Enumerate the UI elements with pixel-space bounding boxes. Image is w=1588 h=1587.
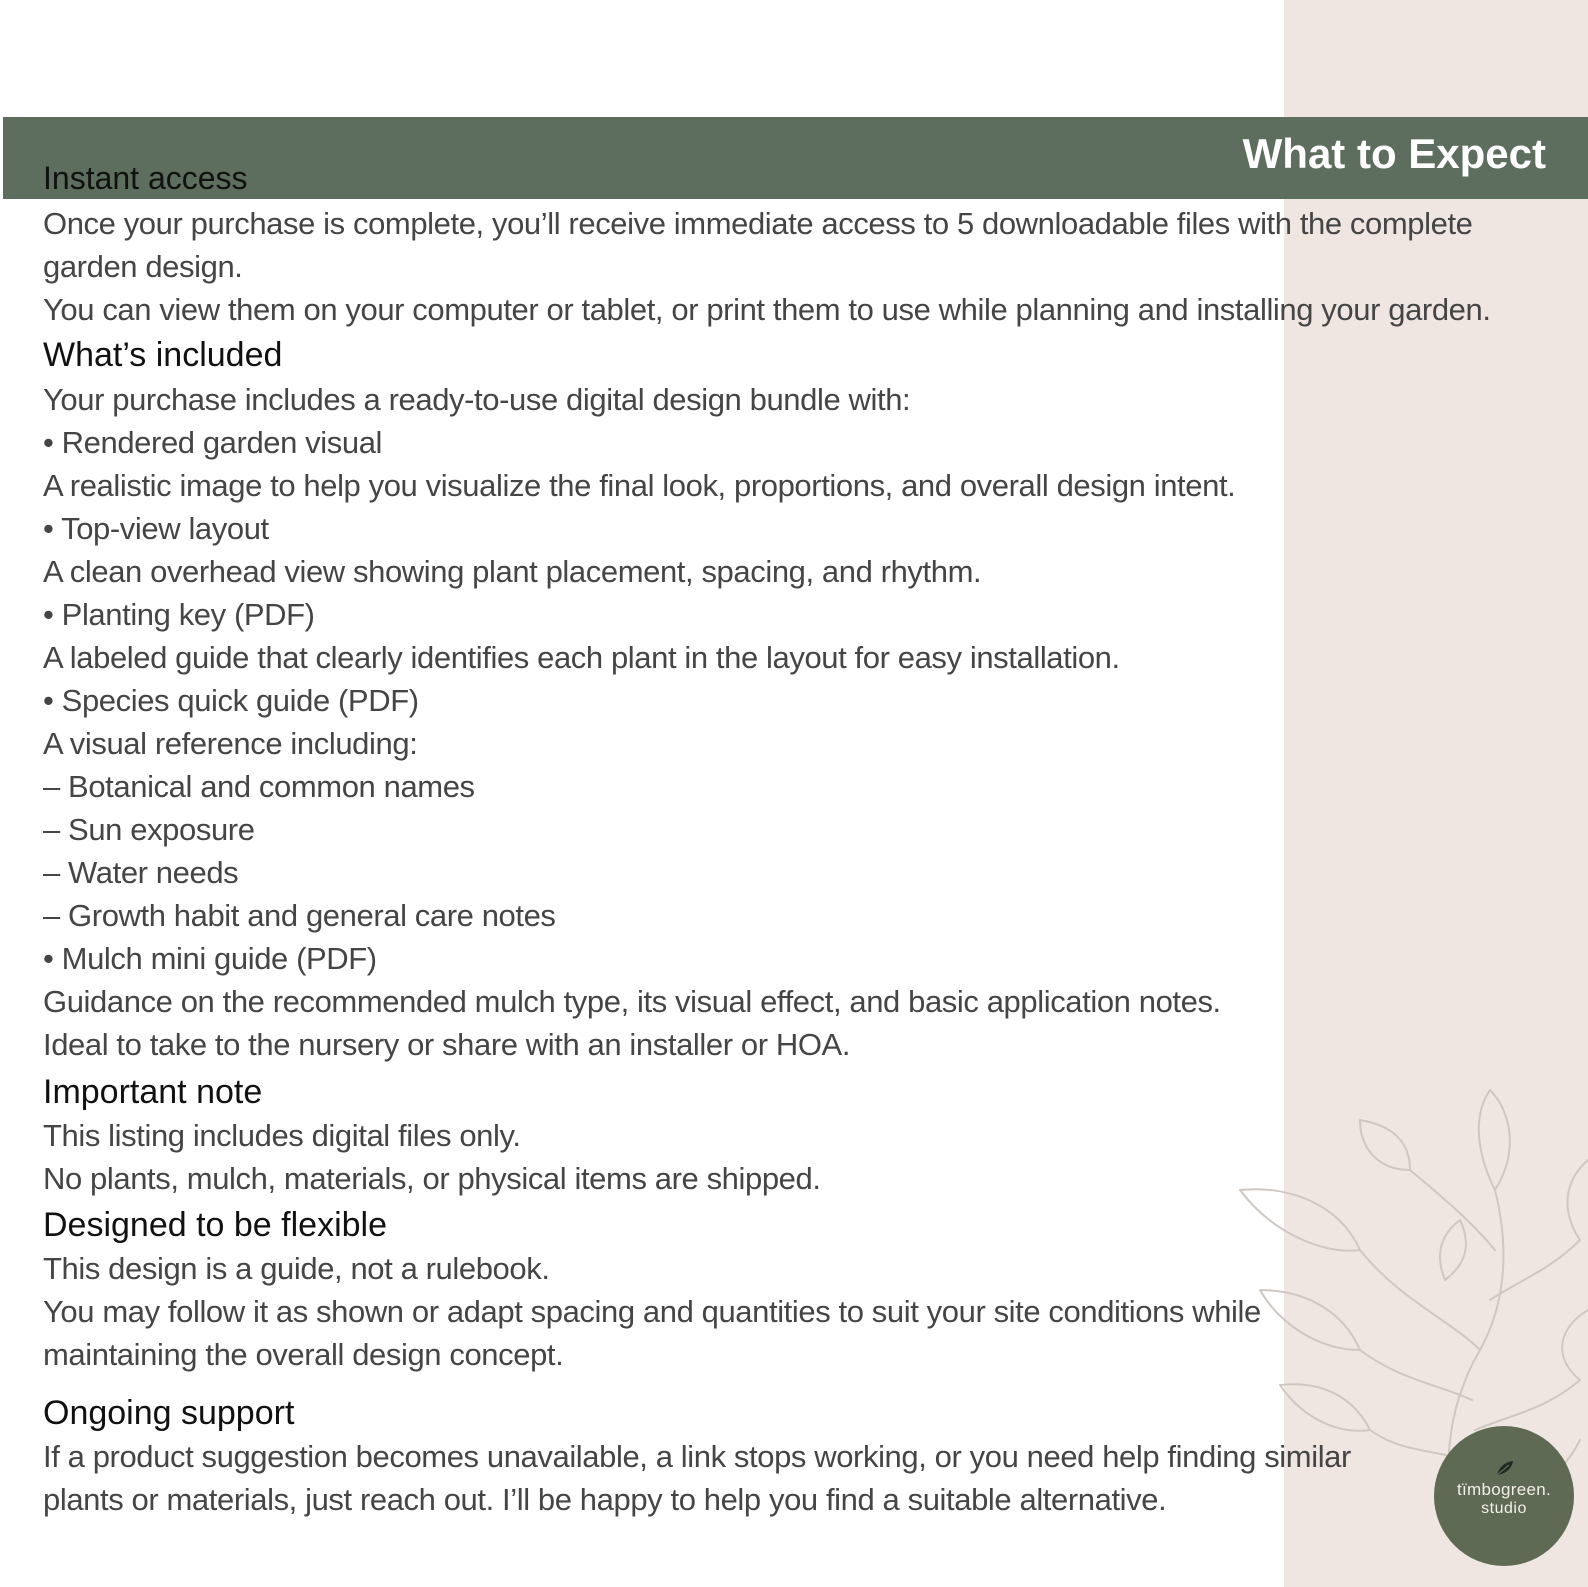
- text-line: Your purchase includes a ready-to-use digital design bundle with:: [43, 382, 911, 417]
- text-line: You can view them on your computer or tablet, or print them to use while planning and installing your garden.: [43, 292, 1491, 327]
- page-title: What to Expect: [1242, 130, 1546, 177]
- sub-list-item: – Botanical and common names: [43, 769, 475, 804]
- text-line: Guidance on the recommended mulch type, its visual effect, and basic application notes.: [43, 984, 1221, 1019]
- text-line: If a product suggestion becomes unavailable, a link stops working, or you need help finding similar: [43, 1439, 1351, 1474]
- text-line: A realistic image to help you visualize the final look, proportions, and overall design intent.: [43, 468, 1236, 503]
- text-line: plants or materials, just reach out. I’ll be happy to help you find a suitable alternative.: [43, 1482, 1167, 1517]
- list-item: • Top-view layout: [43, 511, 269, 546]
- text-line: This listing includes digital files only.: [43, 1118, 521, 1153]
- list-item: • Rendered garden visual: [43, 425, 383, 460]
- section-heading-whats-included: What’s included: [43, 336, 283, 374]
- sub-list-item: – Growth habit and general care notes: [43, 898, 556, 933]
- text-line: maintaining the overall design concept.: [43, 1337, 564, 1372]
- leaf-icon: [1495, 1459, 1515, 1477]
- text-line: This design is a guide, not a rulebook.: [43, 1251, 550, 1286]
- section-heading-ongoing-support: Ongoing support: [43, 1394, 295, 1432]
- list-item: • Mulch mini guide (PDF): [43, 941, 377, 976]
- list-item: • Species quick guide (PDF): [43, 683, 419, 718]
- text-line: A clean overhead view showing plant placement, spacing, and rhythm.: [43, 554, 982, 589]
- sub-list-item: – Water needs: [43, 855, 239, 890]
- text-line: Once your purchase is complete, you’ll receive immediate access to 5 downloadable files with the complete: [43, 206, 1473, 241]
- list-item: • Planting key (PDF): [43, 597, 315, 632]
- text-line: No plants, mulch, materials, or physical items are shipped.: [43, 1161, 821, 1196]
- brand-logo-badge: [1434, 1426, 1574, 1566]
- logo-subtitle: studio: [1481, 1500, 1527, 1517]
- text-line: A visual reference including:: [43, 726, 418, 761]
- text-line: Ideal to take to the nursery or share with an installer or HOA.: [43, 1027, 851, 1062]
- section-heading-instant-access: Instant access: [43, 160, 248, 196]
- text-line: You may follow it as shown or adapt spacing and quantities to suit your site conditions while: [43, 1294, 1261, 1329]
- logo-wordmark: tïmbogreen.: [1456, 1480, 1552, 1499]
- text-line: A labeled guide that clearly identifies each plant in the layout for easy installation.: [43, 640, 1120, 675]
- section-heading-flexible: Designed to be flexible: [43, 1206, 388, 1244]
- section-heading-important-note: Important note: [43, 1073, 263, 1111]
- sub-list-item: – Sun exposure: [43, 812, 255, 847]
- text-line: garden design.: [43, 249, 243, 284]
